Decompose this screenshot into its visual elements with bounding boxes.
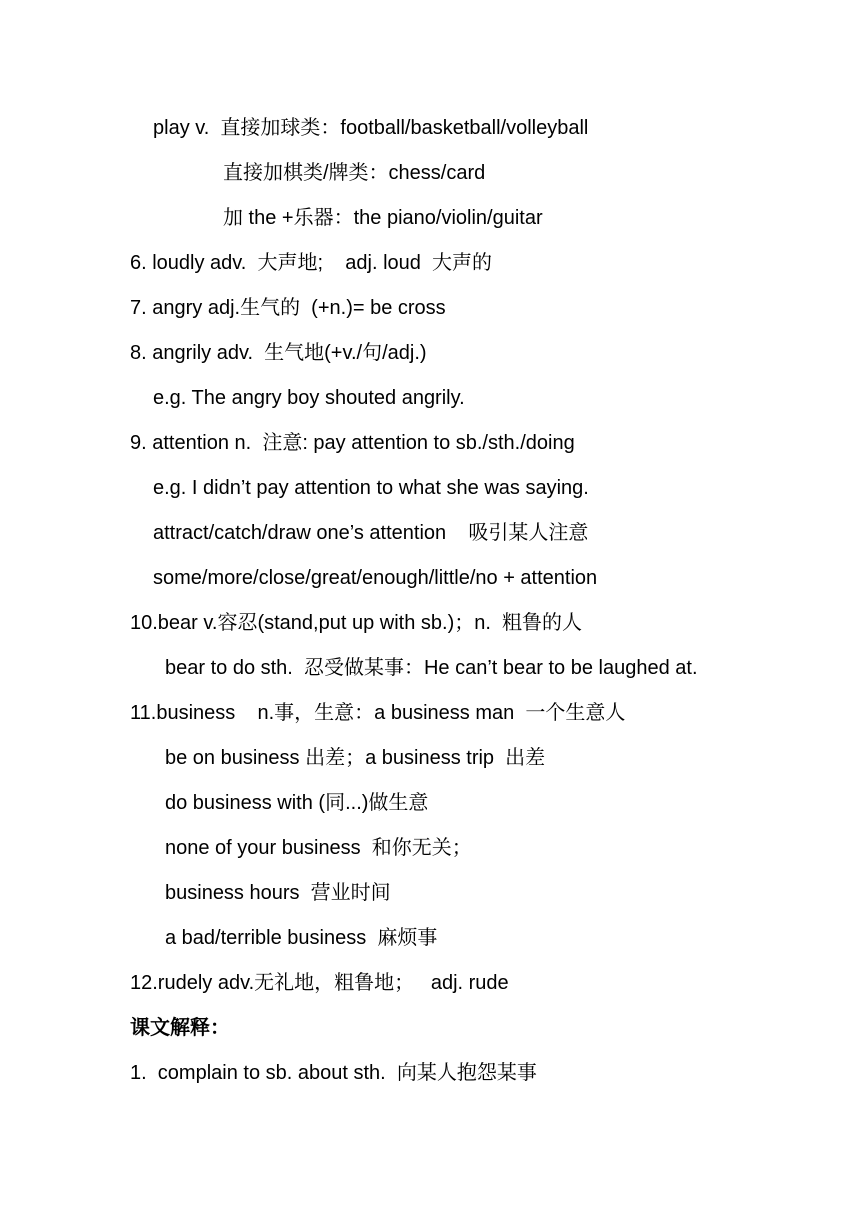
text-line-play-chess: 直接加棋类/牌类：chess/card (223, 162, 486, 184)
text-line-attention-example: e.g. I didn’t pay attention to what she was saying. (153, 477, 589, 499)
text-line-rudely: 12.rudely adv.无礼地，粗鲁地； adj. rude (130, 972, 509, 994)
section-heading-text-explanation: 课文解释： (130, 1017, 230, 1039)
text-line-angrily: 8. angrily adv. 生气地(+v./句/adj.) (130, 342, 427, 364)
text-line-bear: 10.bear v.容忍(stand,put up with sb.)；n. 粗鲁的人 (130, 612, 583, 634)
text-line-do-business: do business with (同...)做生意 (165, 792, 429, 814)
text-line-business-hours: business hours 营业时间 (165, 882, 391, 904)
text-line-angrily-example: e.g. The angry boy shouted angrily. (153, 387, 465, 409)
text-line-none-of-your-business: none of your business 和你无关； (165, 837, 472, 859)
text-line-play: play v. 直接加球类：football/basketball/volleyball (153, 117, 589, 139)
text-line-angry: 7. angry adj.生气的 (+n.)= be cross (130, 297, 446, 319)
text-line-play-instrument: 加 the +乐器：the piano/violin/guitar (223, 207, 543, 229)
text-line-business: 11.business n.事，生意：a business man 一个生意人 (130, 702, 626, 724)
text-line-attention: 9. attention n. 注意: pay attention to sb./sth./doing (130, 432, 575, 454)
text-line-on-business: be on business 出差；a business trip 出差 (165, 747, 546, 769)
text-line-attract-attention: attract/catch/draw one’s attention 吸引某人注意 (153, 522, 589, 544)
text-line-complain: 1. complain to sb. about sth. 向某人抱怨某事 (130, 1062, 537, 1084)
text-line-loudly: 6. loudly adv. 大声地; adj. loud 大声的 (130, 252, 492, 274)
text-line-attention-adjectives: some/more/close/great/enough/little/no + attention (153, 567, 598, 589)
text-line-bear-to-do: bear to do sth. 忍受做某事：He can’t bear to be laughed at. (165, 657, 698, 679)
text-line-bad-business: a bad/terrible business 麻烦事 (165, 927, 438, 949)
